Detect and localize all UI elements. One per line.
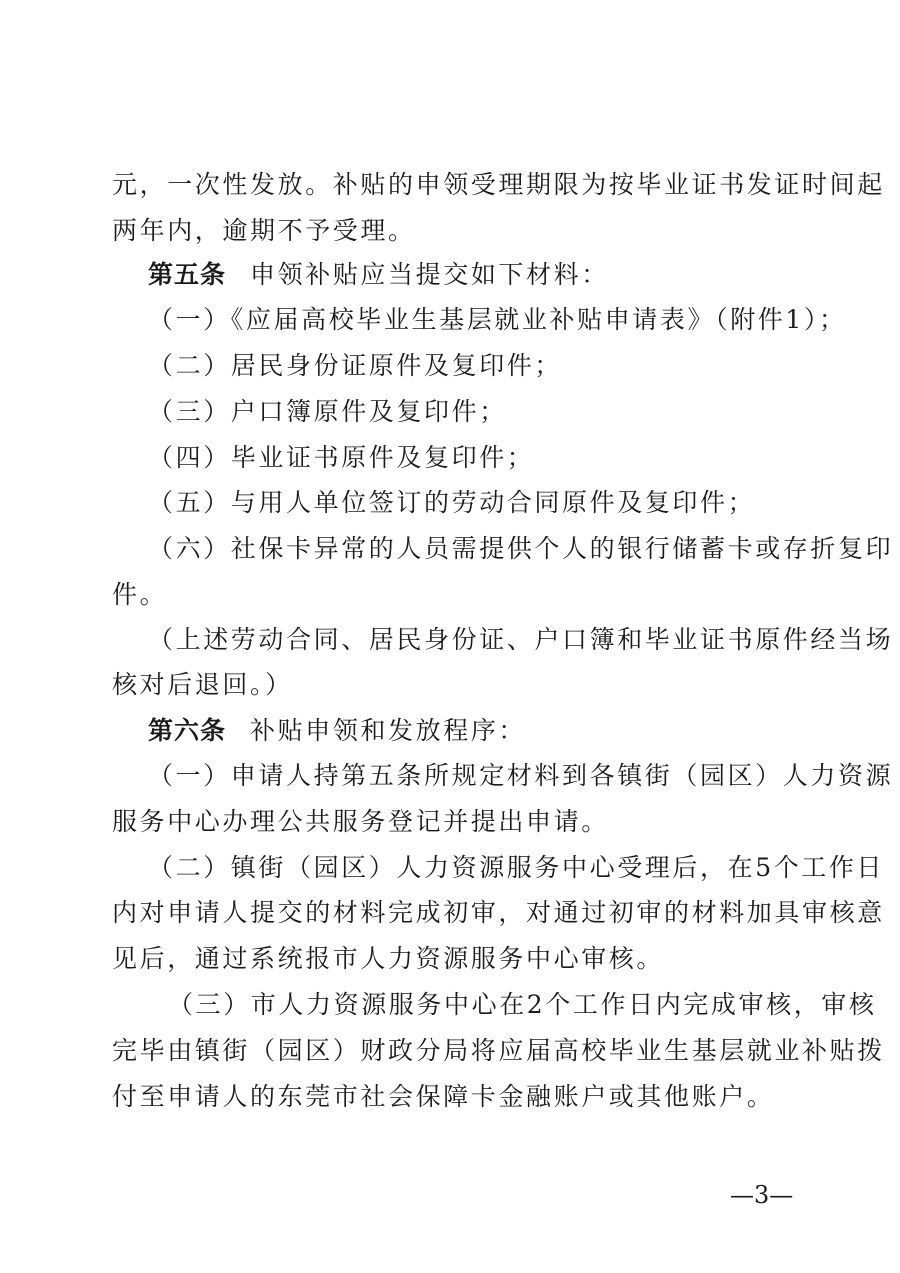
list-item: （六）社保卡异常的人员需提供个人的银行储蓄卡或存折复印 — [148, 534, 894, 563]
list-item: （二）镇街（园区）人力资源服务中心受理后，在5个工作日 — [148, 853, 885, 882]
article-5-line — [148, 260, 609, 290]
article-6-line — [148, 716, 526, 746]
article-6-text: 补贴申领和发放程序： — [250, 716, 527, 745]
list-item: （三）户口簿原件及复印件； — [148, 397, 507, 426]
list-item: （一）申请人持第五条所规定材料到各镇街（园区）人力资源 — [148, 761, 894, 790]
list-item: （四）毕业证书原件及复印件； — [148, 443, 535, 472]
note-line: （上述劳动合同、居民身份证、户口簿和毕业证书原件经当场 — [148, 625, 894, 654]
article-5-text: 申领补贴应当提交如下材料： — [250, 260, 609, 289]
paragraph-line: 内对申请人提交的材料完成初审，对通过初审的材料加具审核意 — [112, 898, 885, 927]
paragraph-line: 两年内，逾期不予受理。 — [112, 216, 416, 245]
paragraph-line: 服务中心办理公共服务登记并提出申请。 — [112, 807, 609, 836]
paragraph-line: 见后，通过系统报市人力资源服务中心审核。 — [112, 944, 665, 973]
paragraph-line: 元，一次性发放。补贴的申领受理期限为按毕业证书发证时间起 — [112, 170, 885, 199]
list-item: （五）与用人单位签订的劳动合同原件及复印件； — [148, 488, 756, 517]
article-5-heading: 第五条 — [148, 260, 227, 289]
paragraph-line: 核对后退回。） — [112, 670, 293, 699]
list-item: （二）居民身份证原件及复印件； — [148, 351, 563, 380]
list-item: （三）市人力资源服务中心在2个工作日内完成审核，审核 — [168, 990, 877, 1019]
paragraph-line: 付至申请人的东莞市社会保障卡金融账户或其他账户。 — [112, 1082, 775, 1111]
list-item: （一）《应届高校毕业生基层就业补贴申请表》（附件1）； — [148, 305, 847, 334]
page-number: —3— — [730, 1181, 794, 1209]
paragraph-line: 件。 — [112, 580, 168, 609]
paragraph-line: 完毕由镇街（园区）财政分局将应届高校毕业生基层就业补贴拨 — [112, 1036, 885, 1065]
article-6-heading: 第六条 — [148, 716, 227, 745]
